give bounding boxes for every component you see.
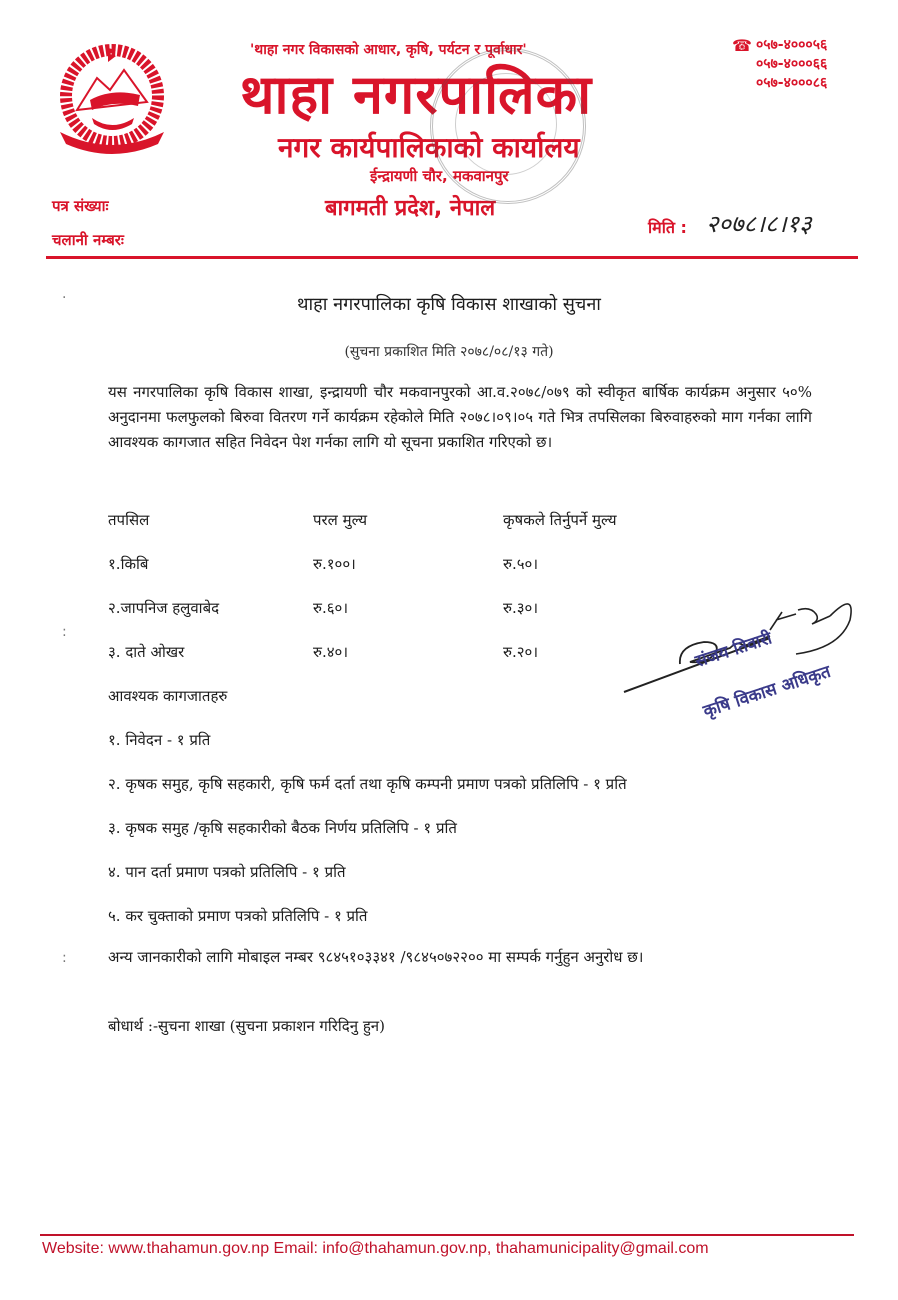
table-row (108, 598, 688, 642)
original-price: रु.४०। (313, 643, 349, 661)
phone-numbers (732, 36, 827, 93)
contact-info: अन्य जानकारीको लागि मोबाइल नम्बर ९८४५१०३३४१ /९८४५०७२२०० मा सम्पर्क गर्नुहुन अनुरोध छ। (108, 948, 644, 966)
office-address: ईन्द्रायणी चौर, मकवानपुर (370, 167, 509, 185)
scan-speck: : (62, 950, 67, 966)
header-divider (46, 256, 858, 259)
item-name: १.किबि (108, 555, 149, 573)
document-item: ३. कृषक समुह /कृषि सहकारीको बैठक निर्णय प्रतिलिपि - १ प्रति (108, 819, 457, 837)
column-header: परल मुल्य (313, 511, 368, 529)
price-table (108, 510, 688, 686)
province-country: बागमती प्रदेश, नेपाल (325, 196, 496, 221)
nepal-emblem-icon (52, 40, 172, 158)
item-name: २.जापनिज हलुवाबेद (108, 599, 220, 617)
required-documents-heading: आवश्यक कागजातहरु (108, 687, 228, 705)
footer-contact: Website: www.thahamun.gov.np Email: info@thahamun.gov.np, thahamunicipality@gmail.com (42, 1240, 709, 1257)
document-item: २. कृषक समुह, कृषि सहकारी, कृषि फर्म दर्ता तथा कृषि कम्पनी प्रमाण पत्रको प्रतिलिपि - १ प्रति (108, 775, 627, 793)
farmer-price: रु.२०। (503, 643, 539, 661)
item-name: ३. दाते ओखर (108, 643, 185, 661)
notice-publish-date: (सुचना प्रकाशित मिति २०७८/०८/१३ गते) (344, 344, 554, 360)
date-label: मिति : (648, 218, 687, 237)
original-price: रु.१००। (313, 555, 356, 573)
signatory-designation: कृषि विकास अधिकृत (700, 661, 834, 722)
document-item: ४. पान दर्ता प्रमाण पत्रको प्रतिलिपि - १ प्रति (108, 863, 346, 881)
phone-number: ०५७-४०००६६ (755, 56, 828, 72)
date-value: २०७८।८।१३ (706, 210, 812, 238)
office-name: नगर कार्यपालिकाको कार्यालय (278, 131, 580, 164)
table-row (108, 642, 688, 686)
cc-note: बोधार्थ :-सुचना शाखा (सुचना प्रकाशन गरिदिनु हुन) (108, 1017, 385, 1035)
signature-scribble (620, 590, 870, 750)
original-price: रु.६०। (313, 599, 349, 617)
column-header: तपसिल (108, 511, 150, 529)
footer-divider (40, 1234, 854, 1236)
column-header: कृषकले तिर्नुपर्ने मुल्य (503, 511, 617, 529)
phone-number: ०५७-४०००८६ (755, 75, 828, 91)
letter-number-label: पत्र संख्याः (52, 197, 109, 215)
document-item: १. निवेदन - १ प्रति (108, 731, 211, 749)
table-header-row (108, 510, 688, 554)
scan-speck: · (62, 290, 67, 306)
municipality-name: थाहा नगरपालिका (240, 63, 593, 126)
table-row (108, 554, 688, 598)
scan-speck: : (62, 624, 67, 640)
notice-title: थाहा नगरपालिका कृषि विकास शाखाको सुचना (297, 294, 601, 315)
signatory-name: संजय तिवारी (692, 628, 775, 672)
telephone-icon: ☎ (732, 36, 752, 55)
office-stamp (430, 48, 586, 204)
document-item: ५. कर चुक्ताको प्रमाण पत्रको प्रतिलिपि - १ प्रति (108, 907, 368, 925)
notice-paragraph: यस नगरपालिका कृषि विकास शाखा, इन्द्रायणी चौर मकवानपुरको आ.व.२०७८/०७९ को स्वीकृत बार्षिक कार्यक्रम अनुसार ५०% अनुदानमा फलफुलको बिरुवा वितरण गर्ने कार्यक्रम रहेकोले मिति २०७८।०९।०५ गते भित्र तपसिलका बिरुवाहरुको माग गर्नका लागि आवश्यक कागजात सहित निवेदन पेश गर्नका लागि यो सूचना प्रकाशित गरिएको छ। (108, 383, 812, 451)
dispatch-number-label: चलानी नम्बरः (52, 231, 124, 249)
phone-number: ०५७-४०००५६ (755, 37, 828, 53)
municipality-motto: 'थाहा नगर विकासको आधार, कृषि, पर्यटन र पूर्वाधार' (250, 42, 527, 58)
farmer-price: रु.५०। (503, 555, 539, 573)
farmer-price: रु.३०। (503, 599, 539, 617)
